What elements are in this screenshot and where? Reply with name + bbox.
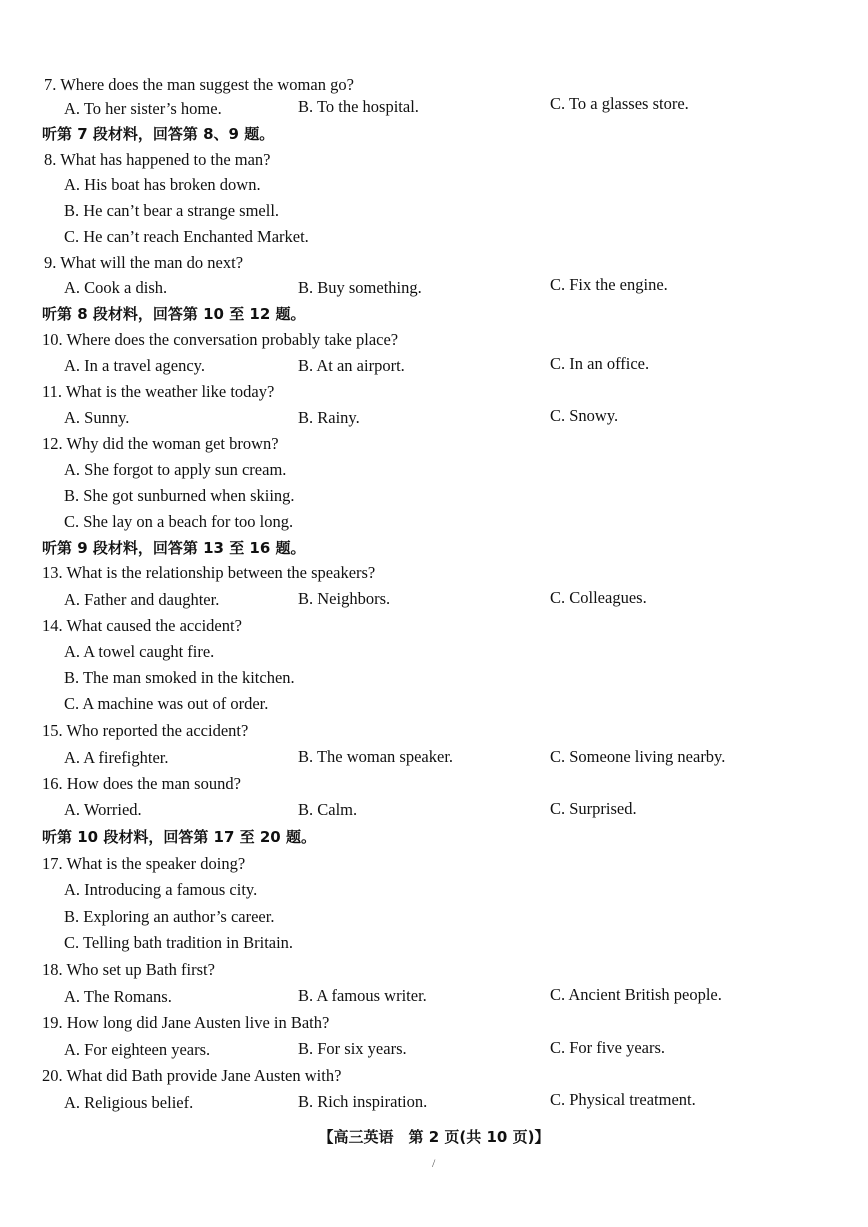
q10-option-b: B. At an airport. — [298, 356, 405, 375]
q9-option-c: C. Fix the engine. — [550, 275, 668, 294]
q19-option-a: A. For eighteen years. — [64, 1040, 211, 1059]
question-16: 16. How does the man sound? — [42, 774, 241, 793]
q17-option-b: B. Exploring an author’s career. — [64, 907, 275, 926]
q8-option-c: C. He can’t reach Enchanted Market. — [64, 227, 309, 246]
q13-option-b: B. Neighbors. — [298, 589, 391, 608]
q9-option-b: B. Buy something. — [298, 278, 422, 297]
q16-option-c: C. Surprised. — [550, 799, 637, 818]
question-8: 8. What has happened to the man? — [44, 150, 271, 169]
q11-option-c: C. Snowy. — [550, 406, 619, 425]
question-13: 13. What is the relationship between the speakers? — [42, 563, 376, 582]
q19-option-c: C. For five years. — [550, 1038, 666, 1057]
q7-option-a: A. To her sister’s home. — [64, 99, 222, 118]
question-14: 14. What caused the accident? — [42, 616, 242, 635]
q18-option-c: C. Ancient British people. — [550, 985, 722, 1004]
question-17: 17. What is the speaker doing? — [42, 854, 246, 873]
q10-option-c: C. In an office. — [550, 354, 650, 373]
q14-option-a: A. A towel caught fire. — [64, 642, 215, 661]
q14-option-c: C. A machine was out of order. — [64, 694, 269, 713]
q8-option-a: A. His boat has broken down. — [64, 175, 261, 194]
q18-option-b: B. A famous writer. — [298, 986, 427, 1005]
q8-option-b: B. He can’t bear a strange smell. — [64, 201, 280, 220]
q19-option-b: B. For six years. — [298, 1039, 407, 1058]
q15-option-a: A. A firefighter. — [64, 748, 169, 767]
question-18: 18. Who set up Bath first? — [42, 960, 215, 979]
q10-option-a: A. In a travel agency. — [64, 356, 205, 375]
q7-option-b: B. To the hospital. — [298, 97, 419, 116]
q20-option-c: C. Physical treatment. — [550, 1090, 696, 1109]
q14-option-b: B. The man smoked in the kitchen. — [64, 668, 295, 687]
question-19: 19. How long did Jane Austen live in Bath? — [42, 1013, 330, 1032]
q11-option-b: B. Rainy. — [298, 408, 360, 427]
q12-option-b: B. She got sunburned when skiing. — [64, 486, 295, 505]
section-heading-7: 听第 7 段材料，回答第 8、9 题。 — [42, 125, 275, 143]
section-heading-9: 听第 9 段材料，回答第 13 至 16 题。 — [42, 539, 306, 557]
q7-option-c: C. To a glasses store. — [550, 94, 689, 113]
question-10: 10. Where does the conversation probably take place? — [42, 330, 399, 349]
question-7: 7. Where does the man suggest the woman go? — [44, 75, 354, 94]
question-20: 20. What did Bath provide Jane Austen with? — [42, 1066, 342, 1085]
q15-option-b: B. The woman speaker. — [298, 747, 454, 766]
q17-option-a: A. Introducing a famous city. — [64, 880, 258, 899]
question-15: 15. Who reported the accident? — [42, 721, 249, 740]
question-9: 9. What will the man do next? — [44, 253, 244, 272]
q12-option-a: A. She forgot to apply sun cream. — [64, 460, 287, 479]
q12-option-c: C. She lay on a beach for too long. — [64, 512, 294, 531]
q16-option-a: A. Worried. — [64, 800, 142, 819]
q20-option-b: B. Rich inspiration. — [298, 1092, 428, 1111]
question-12: 12. Why did the woman get brown? — [42, 434, 279, 453]
q20-option-a: A. Religious belief. — [64, 1093, 194, 1112]
q11-option-a: A. Sunny. — [64, 408, 130, 427]
q13-option-c: C. Colleagues. — [550, 588, 647, 607]
q15-option-c: C. Someone living nearby. — [550, 747, 726, 766]
q18-option-a: A. The Romans. — [64, 987, 172, 1006]
q16-option-b: B. Calm. — [298, 800, 358, 819]
q9-option-a: A. Cook a dish. — [64, 278, 168, 297]
q13-option-a: A. Father and daughter. — [64, 590, 220, 609]
bottom-mark: / — [432, 1156, 436, 1170]
section-heading-8: 听第 8 段材料，回答第 10 至 12 题。 — [42, 305, 306, 323]
section-heading-10: 听第 10 段材料，回答第 17 至 20 题。 — [42, 828, 316, 846]
q17-option-c: C. Telling bath tradition in Britain. — [64, 933, 294, 952]
question-11: 11. What is the weather like today? — [42, 382, 275, 401]
page-footer: 【高三英语 第 2 页(共 10 页)】 — [318, 1128, 550, 1146]
